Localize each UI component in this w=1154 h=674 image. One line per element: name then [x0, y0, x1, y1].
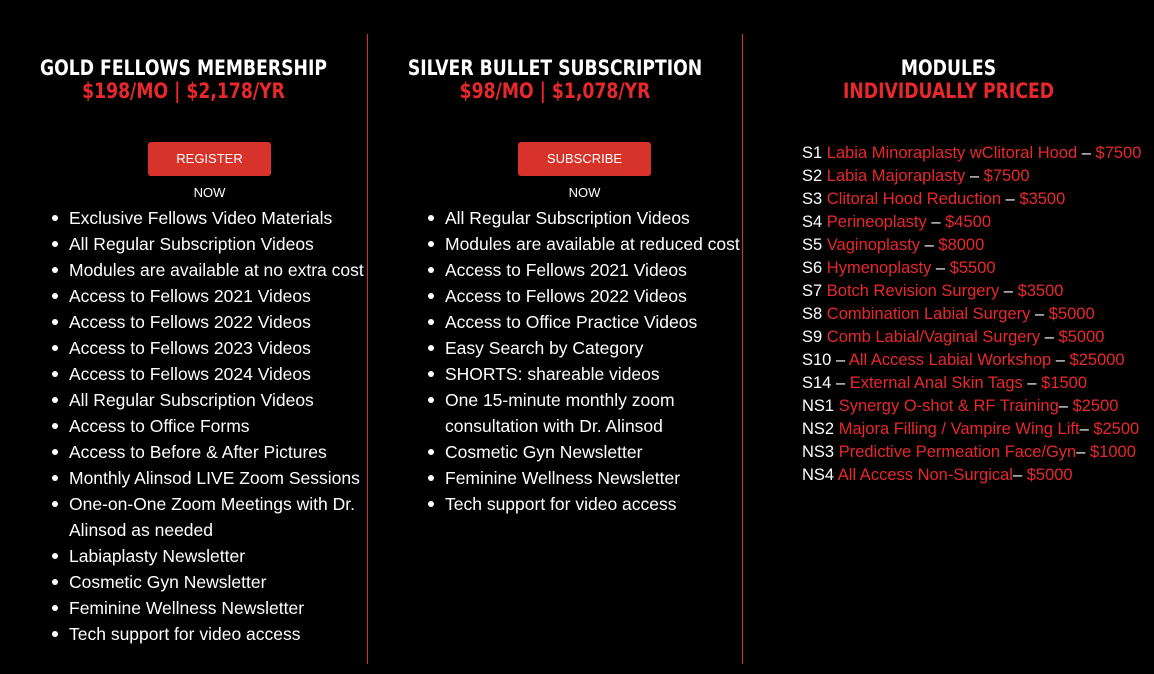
feature-item: All Regular Subscription Videos: [69, 387, 367, 413]
module-price: $2500: [1093, 420, 1140, 438]
module-separator: –: [1051, 351, 1070, 369]
module-name-link[interactable]: All Access Labial Workshop: [848, 351, 1052, 369]
module-name-link[interactable]: Labia Minoraplasty wClitoral Hood: [826, 144, 1078, 162]
module-item: [802, 441, 1147, 464]
module-name-link[interactable]: Predictive Permeation Face/Gyn: [838, 443, 1077, 461]
module-code: S5: [802, 236, 823, 254]
feature-item: Access to Fellows 2024 Videos: [69, 361, 367, 387]
feature-item: One-on-One Zoom Meetings with Dr. Alinsod as needed: [69, 491, 367, 543]
silver-price: $98/MO | $1,078/YR: [459, 79, 651, 103]
module-item: [802, 188, 1147, 211]
module-code: S7: [802, 282, 823, 300]
module-separator: –: [1079, 420, 1094, 438]
module-price: $5500: [949, 259, 996, 277]
module-separator: –: [999, 282, 1018, 300]
module-name-link[interactable]: Comb Labial/Vaginal Surgery: [826, 328, 1041, 346]
module-item: [802, 165, 1147, 188]
module-separator: –: [920, 236, 939, 254]
module-price: $8000: [938, 236, 985, 254]
module-code: NS4: [802, 466, 835, 484]
module-code: S4: [802, 213, 823, 231]
feature-item: Easy Search by Category: [445, 335, 742, 361]
module-price: $3500: [1019, 190, 1066, 208]
module-separator: –: [1076, 443, 1090, 461]
module-list: [802, 142, 1147, 487]
module-name-link[interactable]: Hymenoplasty: [826, 259, 932, 277]
feature-item: Feminine Wellness Newsletter: [69, 595, 367, 621]
module-code: S8: [802, 305, 823, 323]
modules-heading: [780, 57, 1117, 103]
feature-item: All Regular Subscription Videos: [69, 231, 367, 257]
feature-item: Access to Before & After Pictures: [69, 439, 367, 465]
module-item: [802, 395, 1147, 418]
module-separator: –: [965, 167, 984, 185]
feature-item: Labiaplasty Newsletter: [69, 543, 367, 569]
module-item: [802, 303, 1147, 326]
module-separator: –: [1030, 305, 1049, 323]
module-name-link[interactable]: Vaginoplasty: [826, 236, 921, 254]
module-price: $5000: [1026, 466, 1073, 484]
module-code: S1: [802, 144, 823, 162]
feature-item: Cosmetic Gyn Newsletter: [445, 439, 742, 465]
feature-item: One 15-minute monthly zoom consultation with Dr. Alinsod: [445, 387, 742, 439]
feature-item: Feminine Wellness Newsletter: [445, 465, 742, 491]
module-item: [802, 280, 1147, 303]
feature-item: Access to Office Forms: [69, 413, 367, 439]
module-price: $7500: [1095, 144, 1142, 162]
module-price: $3500: [1017, 282, 1064, 300]
module-name-link[interactable]: Majora Filling / Vampire Wing Lift: [838, 420, 1080, 438]
module-item: [802, 464, 1147, 487]
feature-item: Access to Fellows 2022 Videos: [445, 283, 742, 309]
gold-heading: [33, 57, 334, 103]
silver-feature-list: [445, 205, 742, 517]
module-separator: –: [931, 259, 950, 277]
module-separator: –: [1058, 397, 1073, 415]
silver-title: SILVER BULLET SUBSCRIPTION: [407, 56, 703, 80]
feature-item: All Regular Subscription Videos: [445, 205, 742, 231]
module-code: S9: [802, 328, 823, 346]
silver-subscription-column: [368, 0, 742, 674]
module-price: $1000: [1090, 443, 1136, 461]
feature-item: Cosmetic Gyn Newsletter: [69, 569, 367, 595]
silver-heading: [402, 57, 709, 103]
feature-item: Monthly Alinsod LIVE Zoom Sessions: [69, 465, 367, 491]
module-item: [802, 257, 1147, 280]
module-separator: –: [1022, 374, 1042, 392]
module-code: S3: [802, 190, 823, 208]
module-separator: –: [1012, 466, 1027, 484]
module-separator: –: [1040, 328, 1059, 346]
module-code: S10 –: [802, 351, 846, 369]
module-code: NS3: [802, 443, 835, 461]
module-item: [802, 349, 1147, 372]
module-name-link[interactable]: All Access Non-Surgical: [837, 466, 1013, 484]
module-name-link[interactable]: Clitoral Hood Reduction: [826, 190, 1002, 208]
gold-title: GOLD FELLOWS MEMBERSHIP: [40, 56, 327, 80]
module-name-link[interactable]: Perineoplasty: [826, 213, 927, 231]
module-price: $2500: [1072, 397, 1119, 415]
module-price: $5000: [1048, 305, 1095, 323]
module-code: NS2: [802, 420, 835, 438]
feature-item: Modules are available at reduced cost: [445, 231, 742, 257]
feature-item: Access to Fellows 2022 Videos: [69, 309, 367, 335]
module-item: [802, 142, 1147, 165]
feature-item: Tech support for video access: [445, 491, 742, 517]
feature-item: Access to Office Practice Videos: [445, 309, 742, 335]
module-price: $25000: [1069, 351, 1125, 369]
feature-item: Exclusive Fellows Video Materials: [69, 205, 367, 231]
gold-price: $198/MO | $2,178/YR: [82, 79, 285, 103]
feature-item: SHORTS: shareable videos: [445, 361, 742, 387]
module-name-link[interactable]: Labia Majoraplasty: [826, 167, 966, 185]
module-separator: –: [926, 213, 946, 231]
module-item: [802, 372, 1147, 395]
module-name-link[interactable]: Combination Labial Surgery: [826, 305, 1031, 323]
module-item: [802, 326, 1147, 349]
register-now-button[interactable]: REGISTER NOW: [148, 142, 271, 176]
feature-item: Tech support for video access: [69, 621, 367, 647]
module-price: $7500: [983, 167, 1030, 185]
gold-feature-list: [69, 205, 367, 647]
feature-item: Access to Fellows 2021 Videos: [69, 283, 367, 309]
module-price: $4500: [945, 213, 992, 231]
module-code: S6: [802, 259, 823, 277]
module-code: S2: [802, 167, 823, 185]
module-code: NS1: [802, 397, 835, 415]
feature-item: Modules are available at no extra cost: [69, 257, 367, 283]
modules-title: MODULES: [900, 56, 997, 80]
module-price: $5000: [1058, 328, 1105, 346]
module-separator: –: [1001, 190, 1020, 208]
gold-membership-column: [0, 0, 367, 674]
module-item: [802, 234, 1147, 257]
subscribe-now-button[interactable]: SUBSCRIBE NOW: [518, 142, 651, 176]
feature-item: Access to Fellows 2023 Videos: [69, 335, 367, 361]
modules-subtitle: INDIVIDUALLY PRICED: [842, 79, 1055, 103]
module-item: [802, 211, 1147, 234]
module-name-link[interactable]: Botch Revision Surgery: [826, 282, 1000, 300]
module-name-link[interactable]: Synergy O-shot & RF Training: [838, 397, 1059, 415]
feature-item: Access to Fellows 2021 Videos: [445, 257, 742, 283]
module-separator: –: [1077, 144, 1096, 162]
module-name-link[interactable]: External Anal Skin Tags: [849, 374, 1023, 392]
modules-column: [743, 0, 1154, 674]
module-code: S14 –: [802, 374, 846, 392]
module-price: $1500: [1041, 374, 1088, 392]
module-item: [802, 418, 1147, 441]
